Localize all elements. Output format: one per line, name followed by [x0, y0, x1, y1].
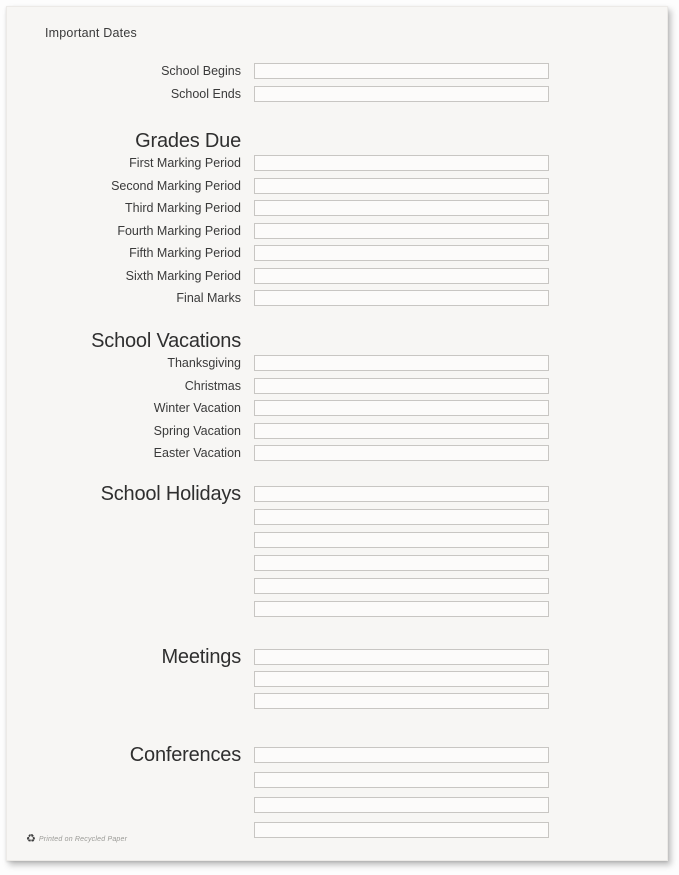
section-heading-conferences: Conferences [129, 744, 241, 766]
section-heading-school-holidays: School Holidays [100, 483, 241, 505]
form-row [7, 355, 667, 371]
final-marks-input[interactable] [254, 290, 549, 306]
form-row [7, 555, 667, 571]
winter-vacation-label: Winter Vacation [153, 401, 241, 415]
form-row [7, 268, 667, 284]
school-holidays-line-3-input[interactable] [254, 532, 549, 548]
conferences-line-3-input[interactable] [254, 797, 549, 813]
section-conferences [7, 744, 667, 847]
form-row [7, 772, 667, 788]
fifth-marking-period-input[interactable] [254, 245, 549, 261]
form-row [7, 693, 667, 709]
school-holidays-line-1-input[interactable] [254, 486, 549, 502]
first-marking-period-label: First Marking Period [129, 156, 241, 170]
form-row [7, 445, 667, 461]
christmas-label: Christmas [184, 378, 241, 393]
form-row [7, 378, 667, 394]
meetings-line-1-input[interactable] [254, 649, 549, 665]
thanksgiving-input[interactable] [254, 355, 549, 371]
fifth-marking-period-label: Fifth Marking Period [129, 246, 241, 260]
school-ends-input[interactable] [254, 86, 549, 102]
section-meetings [7, 646, 667, 715]
form-row [7, 797, 667, 813]
school-begins-input[interactable] [254, 63, 549, 79]
section-heading-school-vacations: School Vacations [91, 330, 241, 352]
meetings-line-3-input[interactable] [254, 693, 549, 709]
conferences-line-4-input[interactable] [254, 822, 549, 838]
fourth-marking-period-label: Fourth Marking Period [117, 223, 241, 238]
form-row [7, 671, 667, 687]
form-row [7, 578, 667, 594]
section-school-holidays [7, 483, 667, 624]
easter-vacation-input[interactable] [254, 445, 549, 461]
conferences-line-2-input[interactable] [254, 772, 549, 788]
school-begins-label: School Begins [161, 64, 241, 78]
spring-vacation-input[interactable] [254, 423, 549, 439]
second-marking-period-input[interactable] [254, 178, 549, 194]
second-marking-period-label: Second Marking Period [111, 178, 241, 193]
winter-vacation-input[interactable] [254, 400, 549, 416]
meetings-line-2-input[interactable] [254, 671, 549, 687]
form-row [7, 509, 667, 525]
christmas-input[interactable] [254, 378, 549, 394]
spring-vacation-label: Spring Vacation [153, 423, 241, 438]
conferences-line-1-input[interactable] [254, 747, 549, 763]
form-row [7, 400, 667, 416]
form-row [7, 223, 667, 239]
easter-vacation-label: Easter Vacation [153, 446, 241, 460]
thanksgiving-label: Thanksgiving [167, 356, 241, 370]
form-row [7, 178, 667, 194]
school-holidays-line-6-input[interactable] [254, 601, 549, 617]
school-holidays-line-4-input[interactable] [254, 555, 549, 571]
recycle-icon: ♻ [26, 833, 36, 845]
footer [26, 834, 127, 845]
school-holidays-line-5-input[interactable] [254, 578, 549, 594]
paper-sheet [6, 6, 668, 861]
form-row [7, 245, 667, 261]
third-marking-period-input[interactable] [254, 200, 549, 216]
final-marks-label: Final Marks [176, 291, 241, 305]
form-row [7, 423, 667, 439]
form-row [7, 532, 667, 548]
first-marking-period-input[interactable] [254, 155, 549, 171]
form-row [7, 63, 667, 79]
third-marking-period-label: Third Marking Period [124, 201, 241, 215]
form-row [7, 290, 667, 306]
page-title: Important Dates [45, 26, 137, 40]
form-row [7, 601, 667, 617]
form-row [7, 200, 667, 216]
section-heading-meetings: Meetings [161, 646, 241, 668]
sixth-marking-period-label: Sixth Marking Period [125, 268, 241, 283]
fourth-marking-period-input[interactable] [254, 223, 549, 239]
sixth-marking-period-input[interactable] [254, 268, 549, 284]
section-heading-grades-due: Grades Due [135, 130, 241, 152]
form-row [7, 155, 667, 171]
school-ends-label: School Ends [170, 87, 241, 101]
section-grades-due [7, 129, 667, 313]
section-school-vacations [7, 329, 667, 468]
form-row [7, 86, 667, 102]
school-holidays-line-2-input[interactable] [254, 509, 549, 525]
footer-text: Printed on Recycled Paper [38, 836, 128, 843]
section-school-year [7, 63, 667, 109]
